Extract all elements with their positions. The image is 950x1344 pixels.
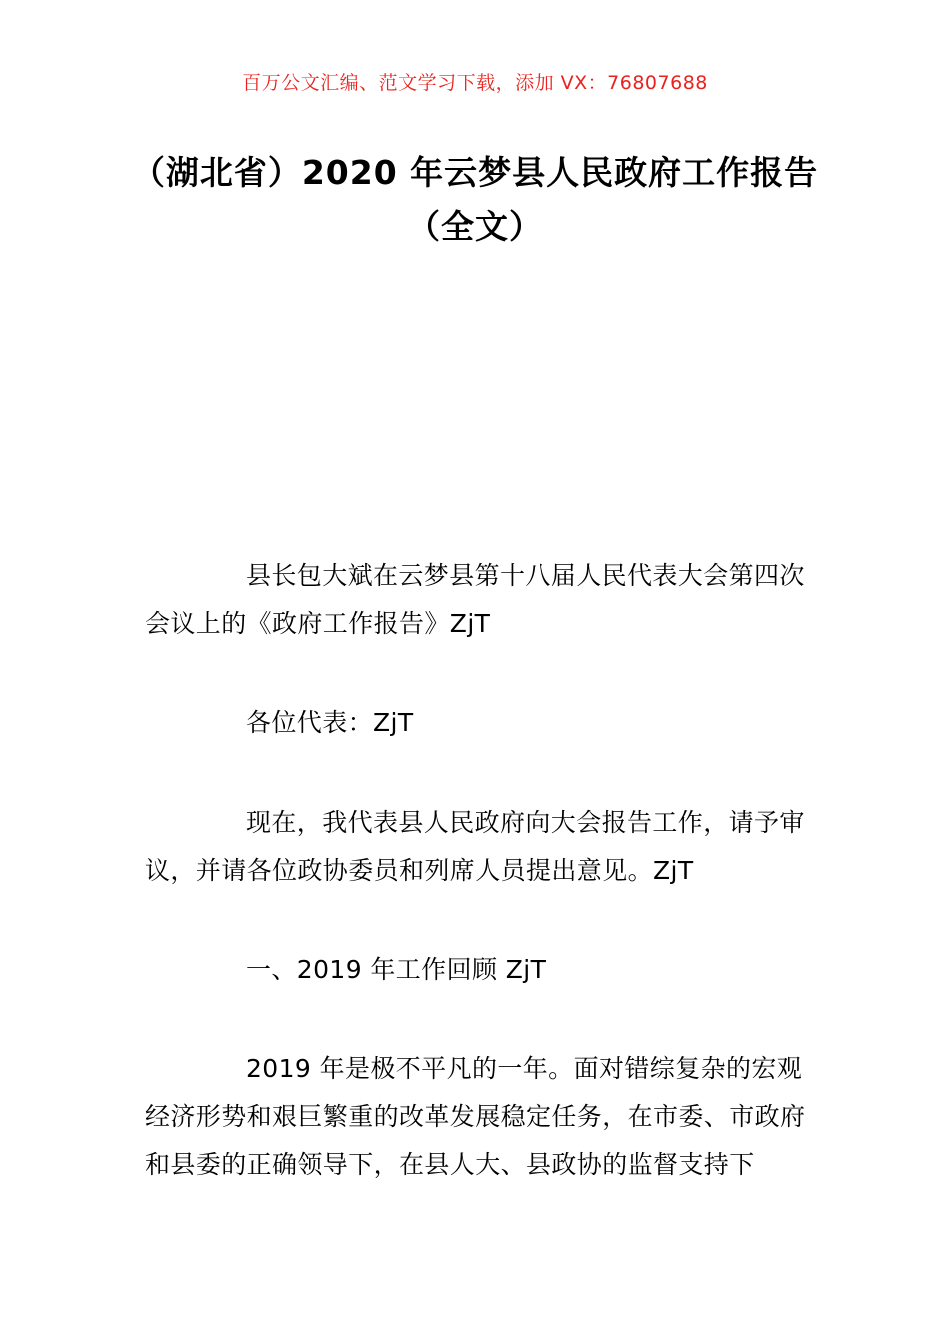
document-title: （湖北省）2020 年云梦县人民政府工作报告（全文） [131,153,819,246]
section-heading: 一、2019 年工作回顾 ZjT [246,955,547,984]
paragraph-review: 2019 年是极不平凡的一年。面对错综复杂的宏观经济形势和艰巨繁重的改革发展稳定任务，在市委、市政府和县委的正确领导下，在县人大、县政协的监督支持下 [145,1054,806,1179]
promo-header: 百万公文汇编、范文学习下载，添加 VX：76807688 [242,72,708,94]
paragraph-opening: 现在，我代表县人民政府向大会报告工作，请予审议，并请各位政协委员和列席人员提出意见。ZjT [145,808,805,885]
paragraph-intro: 县长包大斌在云梦县第十八届人民代表大会第四次会议上的《政府工作报告》ZjT [145,561,805,638]
paragraph-salutation: 各位代表：ZjT [246,708,414,737]
